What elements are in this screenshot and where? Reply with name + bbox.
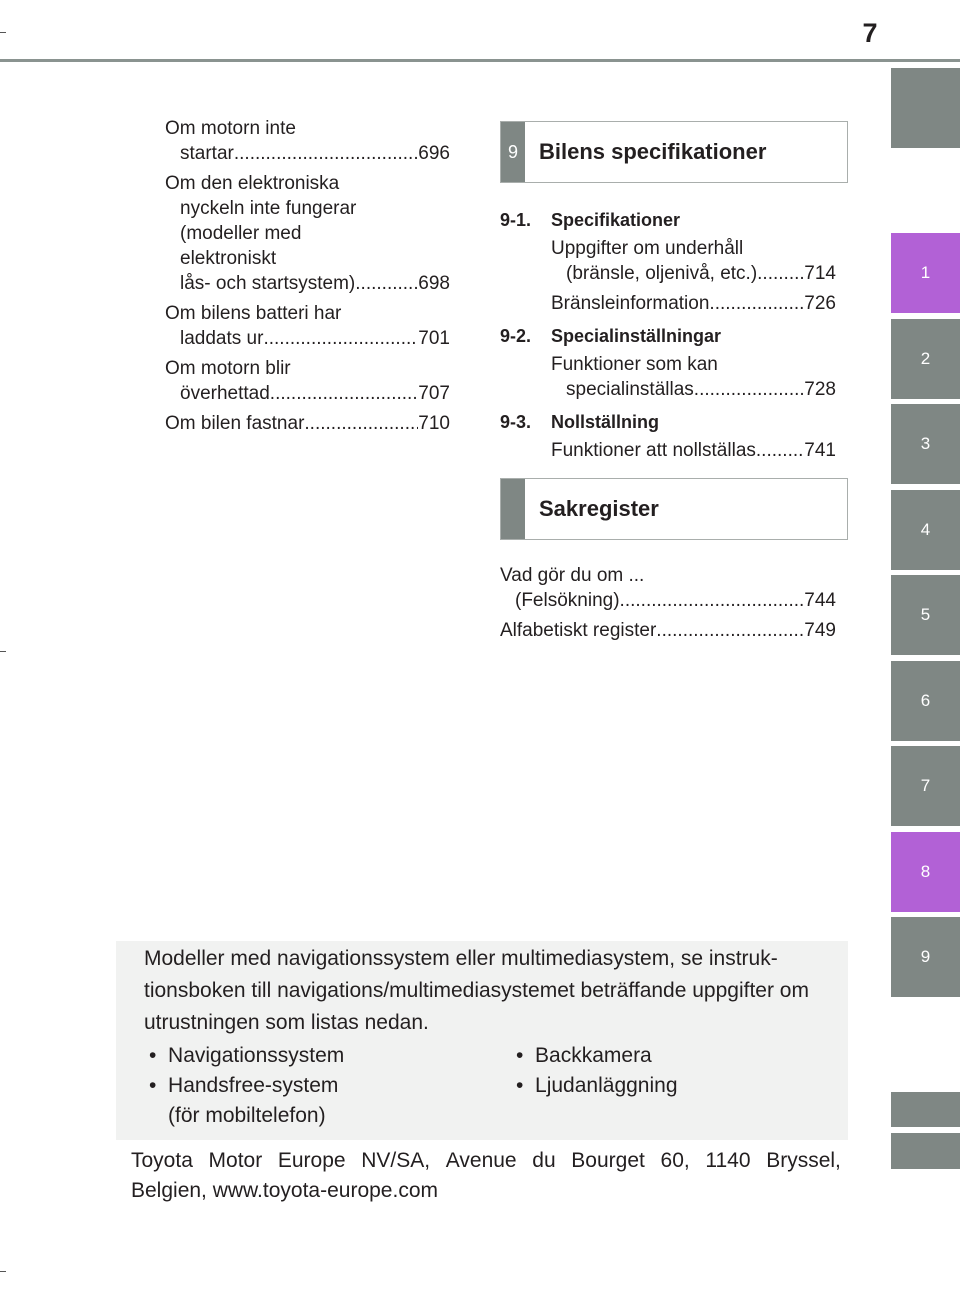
toc-entry[interactable]: Alfabetiskt register ..... 749 bbox=[500, 618, 836, 643]
toc-entry[interactable]: Om den elektroniska nyckeln inte fungerar (modeller med elektroniskt lås- och startsystem) ..... 698 bbox=[165, 171, 450, 296]
chapter-tab-8[interactable] bbox=[891, 832, 960, 912]
crop-mark bbox=[0, 651, 6, 652]
chapter-tab-blank[interactable] bbox=[891, 68, 960, 148]
subsection-title: Nollställning bbox=[551, 412, 659, 432]
page-ref: 707 bbox=[418, 383, 450, 404]
page-ref: 698 bbox=[418, 273, 450, 294]
toc-entry[interactable]: Bränsleinformation ..... 726 bbox=[551, 291, 836, 316]
page-ref: 696 bbox=[418, 143, 450, 164]
chapter-tab-3[interactable] bbox=[891, 404, 960, 484]
page-ref: 701 bbox=[418, 328, 450, 349]
subsection-title: Specialinställningar bbox=[551, 326, 722, 346]
page-ref: 714 bbox=[804, 263, 836, 284]
chapter-tab-4[interactable] bbox=[891, 490, 960, 570]
page-ref: 749 bbox=[804, 620, 836, 641]
chapter-tab-blank[interactable] bbox=[891, 1133, 960, 1169]
chapter-tab-6[interactable] bbox=[891, 661, 960, 741]
toc-entry[interactable]: Om motorn blir överhettad ..... 707 bbox=[165, 356, 450, 406]
subsection-title: Specifikationer bbox=[551, 210, 681, 230]
index-header bbox=[500, 478, 848, 540]
chapter-tab-2[interactable] bbox=[891, 319, 960, 399]
bullet-item: • Navigationssystem bbox=[149, 1044, 345, 1067]
chapter-tab-5[interactable] bbox=[891, 575, 960, 655]
chapter-tab-label: 1 bbox=[920, 263, 931, 282]
subsection-number: 9-2. bbox=[500, 326, 532, 346]
bullet-continuation: (för mobiltelefon) bbox=[168, 1104, 326, 1127]
crop-mark bbox=[0, 32, 6, 33]
chapter-tab-label: 2 bbox=[920, 349, 931, 368]
subsection-number: 9-3. bbox=[500, 412, 532, 432]
section-title: Bilens specifikationer bbox=[539, 139, 767, 164]
page-number: 7 bbox=[862, 18, 878, 48]
bullet-item: • Handsfree-system bbox=[149, 1074, 339, 1097]
page-ref: 726 bbox=[804, 293, 836, 314]
chapter-tab-1[interactable] bbox=[891, 233, 960, 313]
chapter-tab-label: 7 bbox=[920, 776, 931, 795]
toc-entry[interactable]: Om bilens batteri har laddats ur ..... 701 bbox=[165, 301, 450, 351]
note-text: Modeller med navigationssystem eller multimediasystem, se instruk-tionsboken till navigations/multimediasystemet beträffande uppgifter om utrustningen som listas nedan. bbox=[144, 947, 809, 1034]
toc-entry[interactable]: Om motorn inte startar ..... 696 bbox=[165, 116, 450, 166]
bullet-item: • Backkamera bbox=[516, 1044, 652, 1067]
toc-entry[interactable]: Vad gör du om ... (Felsökning) ..... 744 bbox=[500, 563, 836, 613]
crop-mark bbox=[0, 1271, 6, 1272]
toc-entry[interactable]: Funktioner att nollställas ..... 741 bbox=[551, 438, 836, 463]
publisher-line-1: Toyota Motor Europe NV/SA, Avenue du Bourget 60, 1140 Bryssel, bbox=[131, 1149, 841, 1172]
chapter-tab-9[interactable] bbox=[891, 917, 960, 997]
section-title: Sakregister bbox=[539, 496, 659, 521]
section-9-header bbox=[500, 121, 848, 183]
chapter-tab-blank[interactable] bbox=[891, 1092, 960, 1127]
section-bar bbox=[501, 479, 525, 539]
toc-entry[interactable]: Om bilen fastnar ..... 710 bbox=[165, 411, 450, 436]
chapter-tab-7[interactable] bbox=[891, 746, 960, 826]
page-ref: 744 bbox=[804, 590, 836, 611]
chapter-tab-label: 8 bbox=[920, 862, 931, 881]
publisher-info bbox=[131, 1146, 841, 1206]
chapter-tab-label: 9 bbox=[920, 947, 931, 966]
page-ref: 741 bbox=[804, 440, 836, 461]
toc-entry[interactable]: Uppgifter om underhåll (bränsle, oljenivå, etc.) ..... 714 bbox=[551, 236, 836, 286]
page-ref: 728 bbox=[804, 379, 836, 400]
chapter-tab-label: 5 bbox=[920, 605, 931, 624]
page-ref: 710 bbox=[418, 413, 450, 434]
chapter-tab-label: 4 bbox=[920, 520, 931, 539]
bullet-item: • Ljudanläggning bbox=[516, 1074, 678, 1097]
subsection-number: 9-1. bbox=[500, 210, 532, 230]
header-rule bbox=[0, 59, 960, 62]
publisher-line-2: Belgien, www.toyota-europe.com bbox=[131, 1179, 438, 1202]
chapter-tab-label: 6 bbox=[920, 691, 931, 710]
section-number: 9 bbox=[501, 122, 525, 182]
toc-entry[interactable]: Funktioner som kan specialinställas ..... 728 bbox=[551, 352, 836, 402]
chapter-tab-label: 3 bbox=[920, 434, 931, 453]
